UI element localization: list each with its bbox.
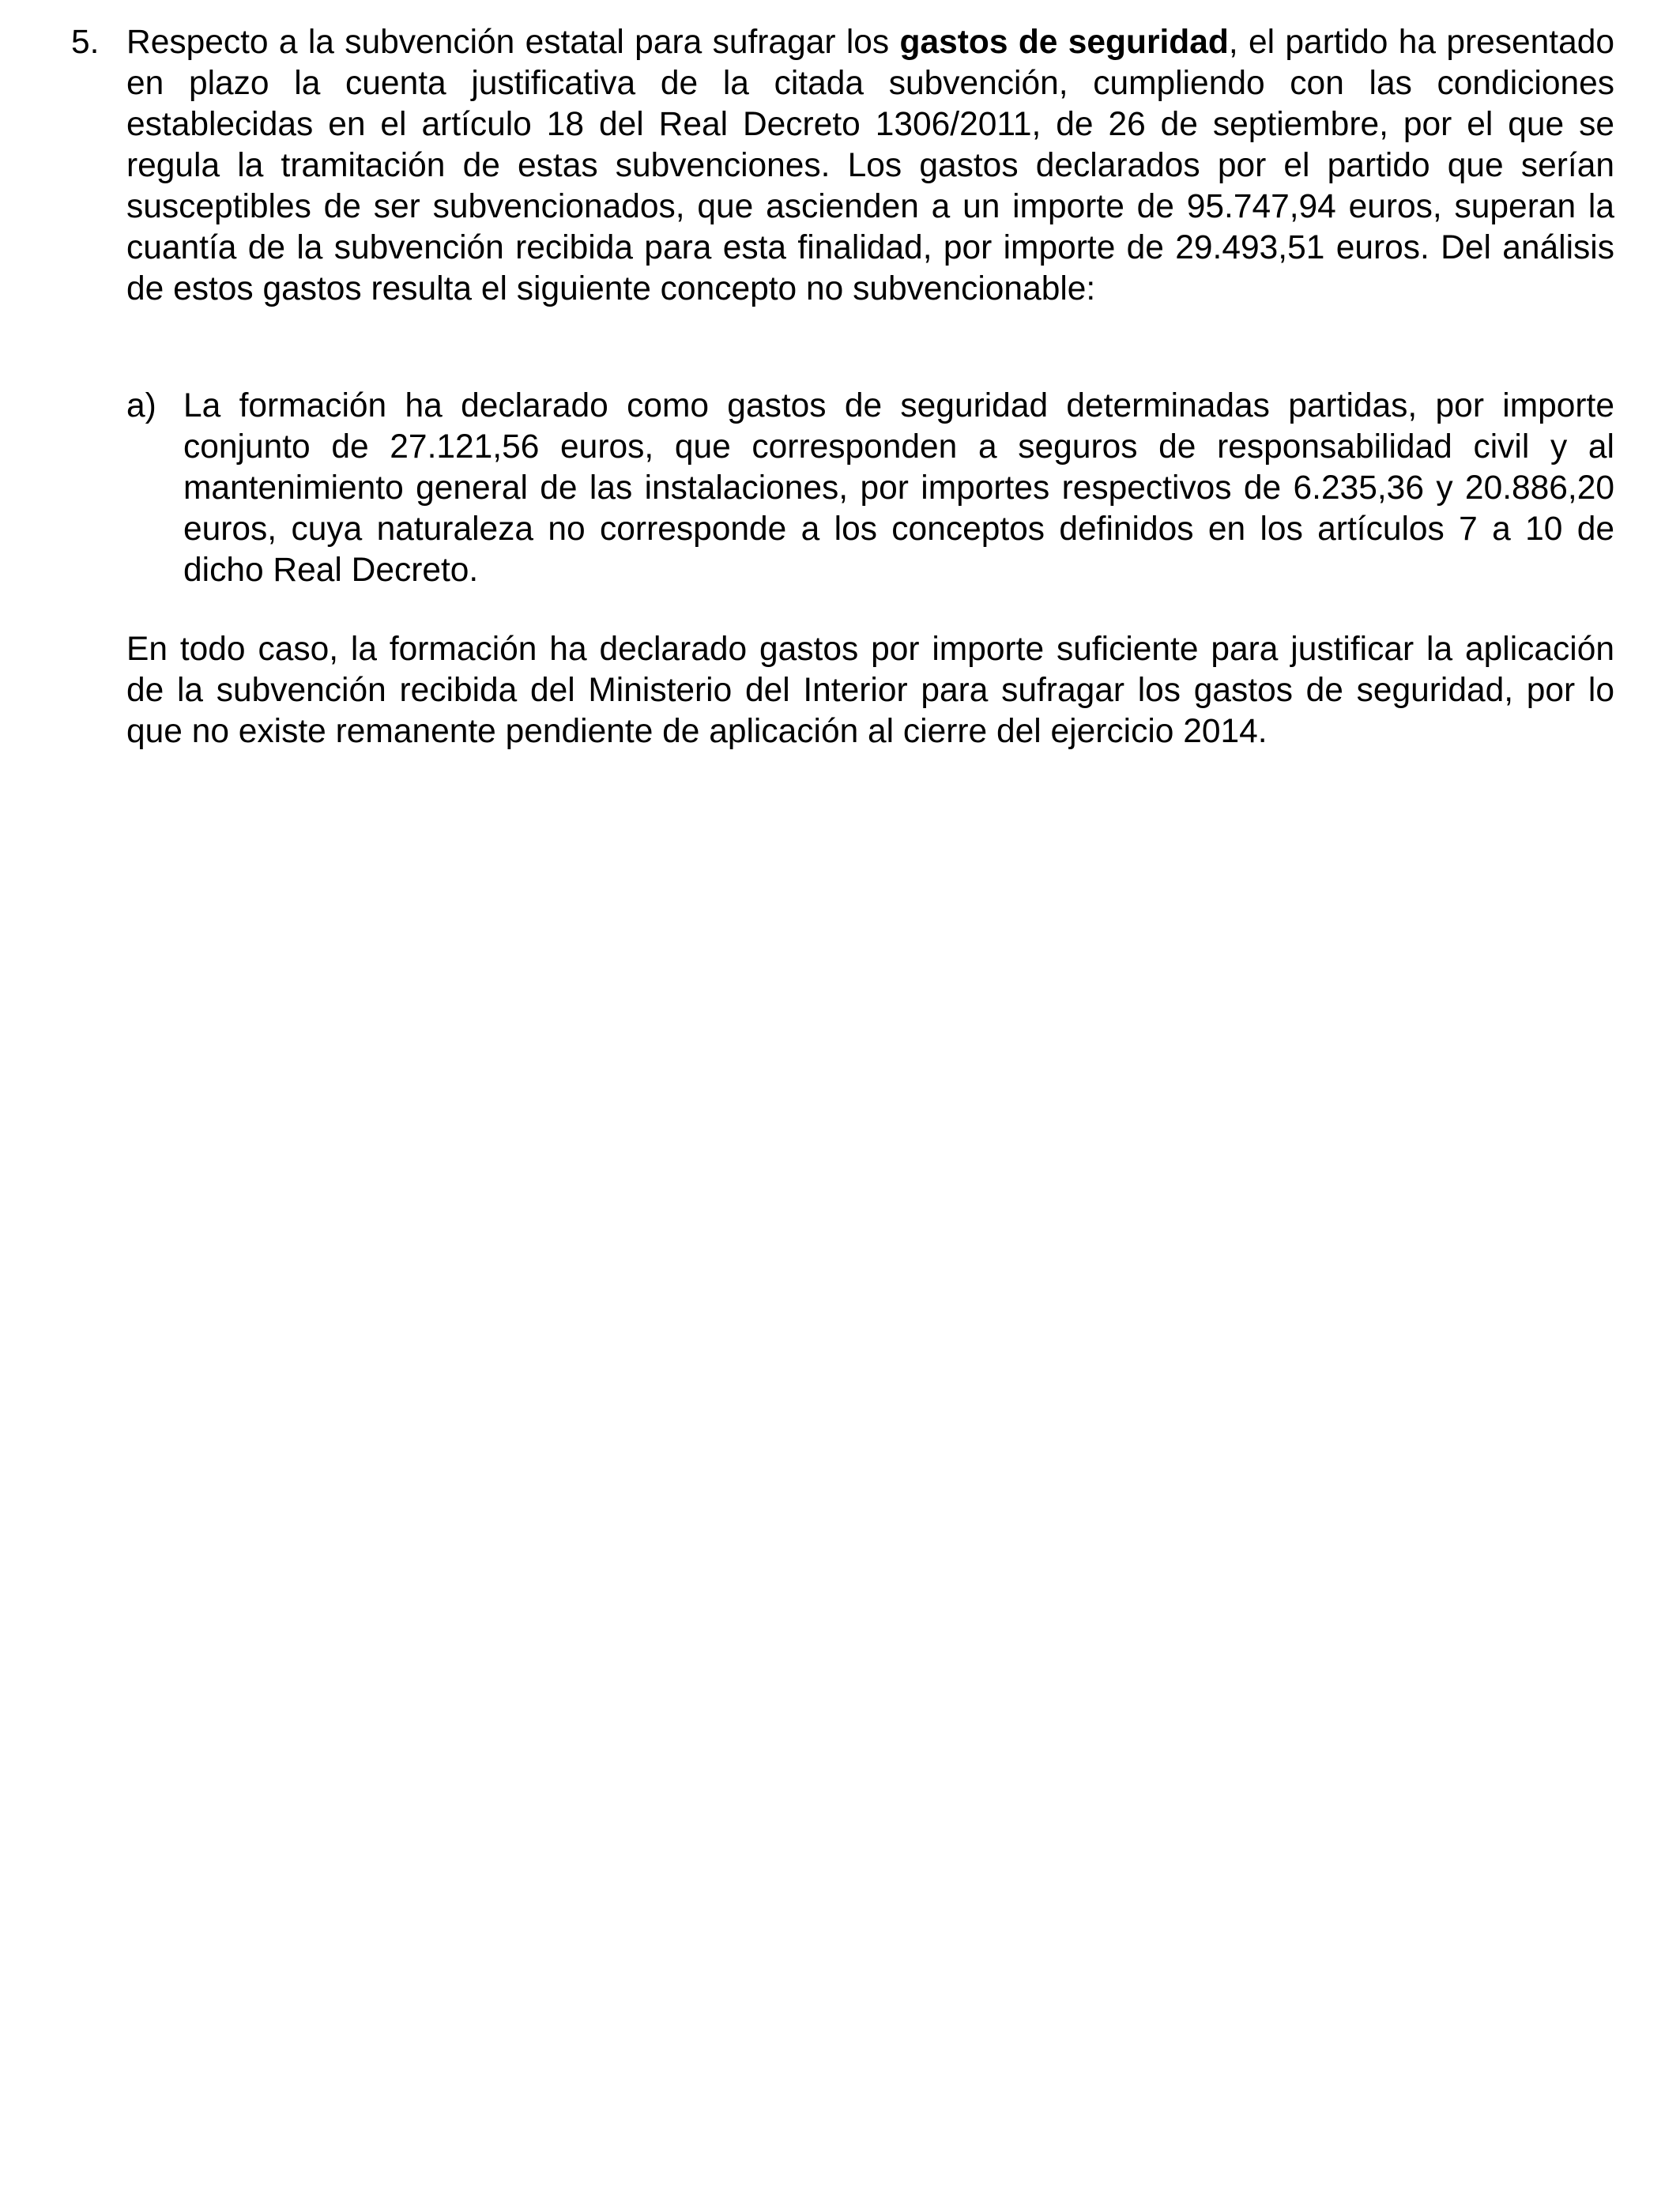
item-number-5: 5. bbox=[71, 24, 100, 61]
item-5-text-end: , el partido ha presentado en plazo la cuenta justificativa de la citada subvención, cumpliendo con las condiciones establecidas en el artículo 18 del Real Decreto 1306/2011, de 26 de septiembre, por el que se regula la tramitación de estas subvenciones. Los gastos declarados por el partido que serían susceptibles de ser subvencionados, que ascienden a un importe de 95.747,94 euros, superan la cuantía de la subvención recibida para esta finalidad, por importe de 29.493,51 euros. Del análisis de estos gastos resulta el siguiente concepto no subvencionable: bbox=[126, 24, 1614, 307]
item-5-bold-term: gastos de seguridad bbox=[899, 24, 1229, 61]
item-5-text-start: Respecto a la subvención estatal para sufragar los bbox=[126, 24, 900, 61]
subitem-label-a: a) bbox=[126, 387, 156, 424]
closing-paragraph: En todo caso, la formación ha declarado gastos por importe suficiente para justificar la aplicación de la subvención recibida del Ministerio del Interior para sufragar los gastos de seguridad, por lo que no existe remanente pendiente de aplicación al cierre del ejercicio 2014. bbox=[126, 631, 1614, 750]
subitem-a-paragraph: La formación ha declarado como gastos de seguridad determinadas partidas, por importe conjunto de 27.121,56 euros, que corresponden a seguros de responsabilidad civil y al mantenimiento general de las instalaciones, por importes respectivos de 6.235,36 y 20.886,20 euros, cuya naturaleza no corresponde a los conceptos definidos en los artículos 7 a 10 de dicho Real Decreto. bbox=[183, 387, 1614, 589]
item-5-paragraph bbox=[126, 22, 1614, 310]
